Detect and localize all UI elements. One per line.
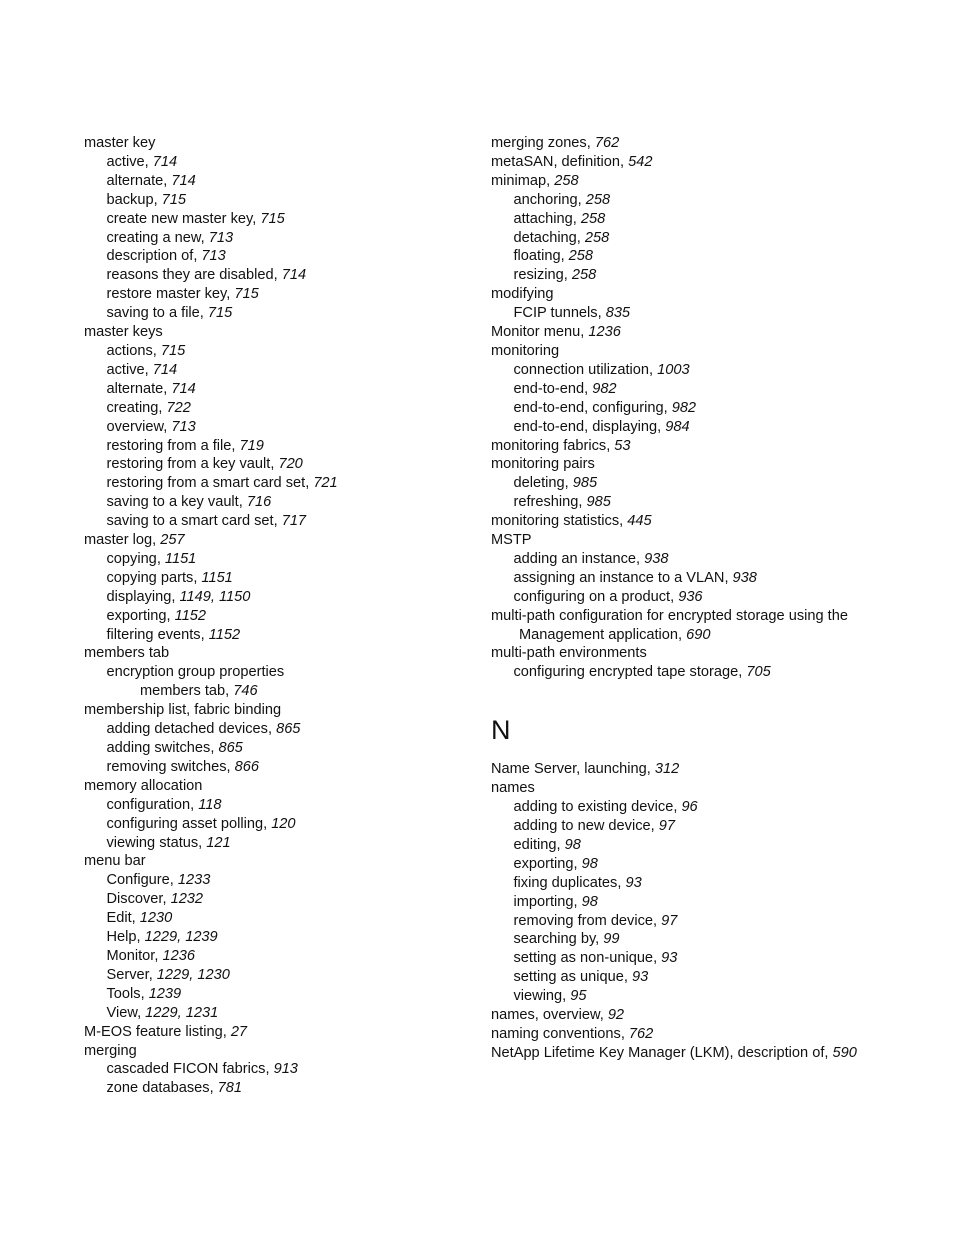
index-entry: Configure, 1233 bbox=[106, 872, 211, 889]
index-term: encryption group properties bbox=[106, 664, 285, 681]
index-term: adding detached devices bbox=[106, 721, 268, 738]
page-reference: 715 bbox=[160, 342, 186, 359]
page-reference: 865 bbox=[276, 721, 301, 738]
index-entry: connection utilization, 1003 bbox=[513, 361, 690, 378]
page-reference: 721 bbox=[313, 475, 338, 492]
index-term: FCIP tunnels bbox=[513, 305, 598, 322]
index-term: copying parts bbox=[106, 569, 194, 586]
index-term: Monitor menu bbox=[491, 324, 581, 341]
index-term: editing bbox=[513, 836, 557, 853]
index-entry: naming conventions, 762 bbox=[491, 1025, 654, 1042]
index-entry: Monitor menu, 1236 bbox=[491, 324, 621, 341]
index-entry: creating a new, 713 bbox=[106, 229, 234, 246]
index-entry: configuring on a product, 936 bbox=[513, 588, 703, 605]
index-entry: floating, 258 bbox=[513, 248, 594, 265]
index-entry: viewing, 95 bbox=[513, 988, 587, 1005]
page-reference: 713 bbox=[201, 248, 226, 265]
index-entry bbox=[491, 285, 931, 304]
index-term: M-EOS feature listing bbox=[84, 1023, 223, 1040]
page-reference: 1229, 1239 bbox=[144, 929, 218, 946]
index-term: restoring from a key vault bbox=[106, 456, 271, 473]
index-entry bbox=[491, 779, 931, 798]
index-term: reasons they are disabled bbox=[106, 267, 274, 284]
index-term: adding switches bbox=[106, 740, 211, 756]
page-reference: 97 bbox=[658, 818, 675, 834]
index-entry: View, 1229, 1231 bbox=[106, 1004, 219, 1021]
index-term: Name Server, launching bbox=[491, 761, 647, 778]
page-reference: 720 bbox=[278, 456, 303, 473]
index-term: View bbox=[106, 1004, 138, 1021]
index-entry: alternate, 714 bbox=[106, 172, 196, 189]
page-reference: 714 bbox=[152, 361, 178, 378]
index-entry: cascaded FICON fabrics, 913 bbox=[106, 1061, 298, 1078]
page-reference: 985 bbox=[586, 494, 611, 511]
page-reference: 982 bbox=[671, 399, 697, 416]
index-entry: viewing status, 121 bbox=[106, 834, 231, 851]
page-reference: 715 bbox=[207, 305, 233, 322]
index-term: Configure bbox=[106, 872, 170, 889]
index-term: overview bbox=[106, 418, 164, 435]
index-entry: anchoring, 258 bbox=[513, 191, 611, 208]
index-entry: adding detached devices, 865 bbox=[106, 721, 301, 738]
index-term: naming conventions bbox=[491, 1025, 621, 1042]
page-reference: 96 bbox=[681, 799, 698, 816]
index-term: exporting bbox=[513, 855, 574, 872]
page-reference: 781 bbox=[217, 1080, 243, 1097]
index-term: creating a new bbox=[106, 229, 201, 246]
index-entry bbox=[491, 342, 931, 361]
index-term: alternate bbox=[106, 172, 164, 189]
index-term: zone databases bbox=[106, 1080, 210, 1097]
page-reference: 93 bbox=[625, 874, 642, 891]
page-reference: 762 bbox=[628, 1025, 654, 1042]
index-entry: restore master key, 715 bbox=[106, 286, 259, 303]
index-entry: deleting, 985 bbox=[513, 475, 598, 492]
page-reference: 95 bbox=[570, 988, 587, 1005]
index-term: adding to existing device bbox=[513, 799, 674, 816]
index-term: Edit bbox=[106, 910, 132, 927]
index-term: adding to new device bbox=[513, 818, 651, 834]
page-reference: 1232 bbox=[170, 891, 204, 908]
index-entry: FCIP tunnels, 835 bbox=[513, 305, 631, 322]
index-column-left bbox=[84, 134, 474, 1098]
page-reference: 913 bbox=[273, 1061, 298, 1078]
index-term: saving to a smart card set bbox=[106, 513, 274, 530]
page-reference: 719 bbox=[239, 437, 264, 454]
index-entry: filtering events, 1152 bbox=[106, 626, 241, 643]
index-entry: Tools, 1239 bbox=[106, 985, 182, 1002]
index-entry: copying, 1151 bbox=[106, 550, 197, 567]
index-entry: exporting, 98 bbox=[513, 855, 598, 872]
index-entry: Monitor, 1236 bbox=[106, 947, 195, 964]
index-term: active bbox=[106, 361, 145, 378]
index-term: master keys bbox=[84, 324, 163, 341]
index-term: end-to-end, displaying bbox=[513, 418, 658, 435]
index-term: multi-path environments bbox=[491, 645, 647, 662]
index-term: master key bbox=[84, 135, 156, 151]
index-entry: members tab, 746 bbox=[140, 683, 258, 700]
page-reference: 118 bbox=[198, 796, 222, 813]
index-entry: restoring from a key vault, 720 bbox=[106, 456, 303, 473]
page-reference: 715 bbox=[161, 191, 187, 208]
index-term: attaching bbox=[513, 210, 573, 227]
index-list-n bbox=[491, 760, 931, 1063]
index-term: detaching bbox=[513, 229, 577, 246]
index-term: metaSAN, definition bbox=[491, 153, 620, 170]
page-reference: 258 bbox=[585, 191, 611, 208]
index-term: Tools bbox=[106, 985, 141, 1002]
index-entry: description of, 713 bbox=[106, 248, 226, 265]
index-column-right bbox=[491, 134, 931, 1063]
page-reference: 542 bbox=[628, 153, 653, 170]
index-term: members tab bbox=[84, 645, 170, 662]
page-reference: 938 bbox=[732, 569, 757, 586]
index-entry: removing from device, 97 bbox=[513, 912, 678, 929]
index-entry bbox=[84, 644, 474, 663]
index-entry: alternate, 714 bbox=[106, 380, 196, 397]
index-term: actions bbox=[106, 342, 153, 359]
index-term: saving to a key vault bbox=[106, 494, 239, 511]
page-reference: 866 bbox=[234, 758, 260, 775]
index-term: assigning an instance to a VLAN bbox=[513, 569, 725, 586]
index-term: floating bbox=[513, 248, 561, 265]
index-entry: Server, 1229, 1230 bbox=[106, 966, 230, 983]
page-reference: 1151 bbox=[201, 569, 233, 586]
page-reference: 1152 bbox=[174, 607, 207, 624]
page-reference: 445 bbox=[627, 513, 652, 530]
index-term: removing from device bbox=[513, 912, 654, 929]
page-reference: 714 bbox=[171, 380, 196, 397]
index-term: Monitor bbox=[106, 947, 155, 964]
index-term: menu bar bbox=[84, 853, 146, 870]
index-term: names bbox=[491, 780, 535, 797]
index-entry: Name Server, launching, 312 bbox=[491, 761, 680, 778]
index-entry bbox=[491, 455, 931, 474]
index-entry: saving to a smart card set, 717 bbox=[106, 513, 307, 530]
index-entry: setting as non-unique, 93 bbox=[513, 950, 678, 967]
index-entry: monitoring statistics, 445 bbox=[491, 513, 652, 530]
page-reference: 714 bbox=[152, 153, 178, 170]
index-term: membership list, fabric binding bbox=[84, 702, 282, 719]
page-reference: 98 bbox=[581, 893, 598, 910]
page-reference: 715 bbox=[234, 286, 259, 303]
index-entry: restoring from a file, 719 bbox=[106, 437, 264, 454]
page-reference: 717 bbox=[281, 513, 307, 530]
index-entry: copying parts, 1151 bbox=[106, 569, 233, 586]
index-term: removing switches bbox=[106, 758, 227, 775]
page-reference: 258 bbox=[584, 229, 610, 246]
page-reference: 93 bbox=[661, 950, 678, 967]
page-reference: 1236 bbox=[588, 324, 621, 341]
index-entry bbox=[491, 644, 931, 663]
index-term: multi-path configuration for encrypted storage using the Management application bbox=[491, 607, 848, 643]
index-term: description of bbox=[106, 248, 194, 265]
index-entry: Help, 1229, 1239 bbox=[106, 929, 218, 946]
index-term: NetApp Lifetime Key Manager (LKM), description of bbox=[491, 1044, 825, 1061]
page-reference: 27 bbox=[230, 1023, 248, 1040]
index-entry: reasons they are disabled, 714 bbox=[106, 267, 307, 284]
index-list-m bbox=[491, 134, 931, 682]
page-reference: 121 bbox=[206, 834, 231, 851]
index-entry: end-to-end, 982 bbox=[513, 380, 617, 397]
page-reference: 1151 bbox=[164, 550, 197, 567]
index-entry: editing, 98 bbox=[513, 836, 581, 853]
index-term: viewing status bbox=[106, 834, 199, 851]
page-reference: 762 bbox=[594, 135, 620, 151]
index-entry: fixing duplicates, 93 bbox=[513, 874, 642, 891]
index-term: members tab bbox=[140, 683, 226, 700]
index-entry bbox=[84, 701, 474, 720]
page-reference: 1229, 1231 bbox=[145, 1004, 219, 1021]
index-entry: metaSAN, definition, 542 bbox=[491, 153, 653, 170]
index-term: viewing bbox=[513, 988, 563, 1005]
page-reference: 1229, 1230 bbox=[156, 966, 230, 983]
index-term: restoring from a smart card set bbox=[106, 475, 306, 492]
index-term: Discover bbox=[106, 891, 163, 908]
index-entry bbox=[491, 531, 931, 550]
index-entry: displaying, 1149, 1150 bbox=[106, 588, 251, 605]
index-entry: resizing, 258 bbox=[513, 267, 597, 284]
page-reference: 258 bbox=[568, 248, 594, 265]
index-entry: configuring encrypted tape storage, 705 bbox=[513, 664, 771, 681]
index-term: monitoring bbox=[491, 342, 560, 359]
index-term: monitoring pairs bbox=[491, 456, 595, 473]
page-reference: 984 bbox=[665, 418, 690, 435]
index-entry: detaching, 258 bbox=[513, 229, 610, 246]
index-term: saving to a file bbox=[106, 305, 200, 322]
page-reference: 722 bbox=[166, 399, 191, 416]
index-term: copying bbox=[106, 550, 157, 567]
index-entry: end-to-end, configuring, 982 bbox=[513, 399, 697, 416]
index-entry bbox=[84, 323, 474, 342]
index-entry: searching by, 99 bbox=[513, 931, 620, 948]
index-term: backup bbox=[106, 191, 154, 208]
index-entry: Discover, 1232 bbox=[106, 891, 204, 908]
page-reference: 98 bbox=[564, 836, 581, 853]
page-reference: 1003 bbox=[657, 361, 690, 378]
page-reference: 982 bbox=[592, 380, 617, 397]
index-entry bbox=[84, 1042, 474, 1061]
index-term: merging zones bbox=[491, 135, 587, 151]
index-term: searching by bbox=[513, 931, 596, 948]
index-term: names, overview bbox=[491, 1007, 600, 1024]
page-reference: 1152 bbox=[208, 626, 241, 643]
page-reference: 98 bbox=[581, 855, 598, 872]
index-entry: restoring from a smart card set, 721 bbox=[106, 475, 338, 492]
index-entry: active, 714 bbox=[106, 361, 178, 378]
index-term: monitoring statistics bbox=[491, 513, 620, 530]
index-term: cascaded FICON fabrics bbox=[106, 1061, 266, 1078]
index-entry: adding to new device, 97 bbox=[513, 818, 675, 834]
page-reference: 258 bbox=[554, 172, 579, 189]
index-term: displaying bbox=[106, 588, 172, 605]
index-entry: adding switches, 865 bbox=[106, 740, 243, 756]
section-letter-heading: N bbox=[491, 715, 511, 746]
index-term: end-to-end, configuring bbox=[513, 399, 664, 416]
page-reference: 714 bbox=[281, 267, 307, 284]
index-entry: names, overview, 92 bbox=[491, 1007, 625, 1024]
index-term: modifying bbox=[491, 286, 554, 303]
index-term: connection utilization bbox=[513, 361, 649, 378]
index-term: restoring from a file bbox=[106, 437, 232, 454]
page-reference: 715 bbox=[260, 210, 285, 227]
index-term: importing bbox=[513, 893, 574, 910]
page-reference: 690 bbox=[686, 626, 711, 643]
index-term: memory allocation bbox=[84, 777, 203, 794]
index-term: fixing duplicates bbox=[513, 874, 618, 891]
index-term: monitoring fabrics bbox=[491, 437, 607, 454]
index-entry: overview, 713 bbox=[106, 418, 196, 435]
index-term: active bbox=[106, 153, 145, 170]
index-entry: refreshing, 985 bbox=[513, 494, 611, 511]
page-reference: 590 bbox=[832, 1044, 857, 1061]
index-term: configuring asset polling bbox=[106, 815, 264, 832]
page-reference: 936 bbox=[678, 588, 703, 605]
page-reference: 1230 bbox=[139, 910, 173, 927]
index-entry: adding an instance, 938 bbox=[513, 550, 669, 567]
index-entry: merging zones, 762 bbox=[491, 135, 620, 151]
page-reference: 1149, 1150 bbox=[179, 588, 251, 605]
index-term: resizing bbox=[513, 267, 564, 284]
index-entry: assigning an instance to a VLAN, 938 bbox=[513, 569, 757, 586]
index-entry: zone databases, 781 bbox=[106, 1080, 243, 1097]
index-entry: adding to existing device, 96 bbox=[513, 799, 698, 816]
index-term: filtering events bbox=[106, 626, 201, 643]
index-term: merging bbox=[84, 1042, 137, 1059]
page-reference: 258 bbox=[571, 267, 597, 284]
page-reference: 53 bbox=[614, 437, 631, 454]
page-reference: 985 bbox=[572, 475, 598, 492]
index-entry: setting as unique, 93 bbox=[513, 969, 649, 986]
page-reference: 865 bbox=[218, 740, 243, 756]
index-term: configuring on a product bbox=[513, 588, 671, 605]
page-reference: 1239 bbox=[148, 985, 182, 1002]
index-entry bbox=[84, 134, 474, 153]
page-reference: 99 bbox=[603, 931, 620, 948]
index-entry: removing switches, 866 bbox=[106, 758, 260, 775]
page-reference: 705 bbox=[746, 664, 771, 681]
index-entry: multi-path configuration for encrypted storage using the Management application, 690 bbox=[491, 607, 848, 643]
index-entry: monitoring fabrics, 53 bbox=[491, 437, 631, 454]
index-entry: minimap, 258 bbox=[491, 172, 579, 189]
page-reference: 713 bbox=[171, 418, 196, 435]
index-term: configuration bbox=[106, 796, 191, 813]
index-term: adding an instance bbox=[513, 550, 637, 567]
index-entry: actions, 715 bbox=[106, 342, 186, 359]
index-entry bbox=[84, 663, 474, 682]
page-reference: 1236 bbox=[162, 947, 195, 964]
index-term: deleting bbox=[513, 475, 565, 492]
index-term: alternate bbox=[106, 380, 164, 397]
page-reference: 716 bbox=[246, 494, 272, 511]
index-entry: active, 714 bbox=[106, 153, 178, 170]
index-term: setting as non-unique bbox=[513, 950, 654, 967]
index-term: refreshing bbox=[513, 494, 579, 511]
index-entry: end-to-end, displaying, 984 bbox=[513, 418, 690, 435]
index-term: anchoring bbox=[513, 191, 578, 208]
index-term: MSTP bbox=[491, 532, 532, 549]
index-term: end-to-end bbox=[513, 380, 585, 397]
page-reference: 258 bbox=[580, 210, 606, 227]
index-entry: saving to a file, 715 bbox=[106, 305, 233, 322]
page-reference: 713 bbox=[208, 229, 234, 246]
index-entry: NetApp Lifetime Key Manager (LKM), description of, 590 bbox=[491, 1044, 857, 1061]
index-entry: master log, 257 bbox=[84, 532, 185, 549]
index-term: configuring encrypted tape storage bbox=[513, 664, 739, 681]
index-term: Help bbox=[106, 929, 137, 946]
page-reference: 257 bbox=[160, 532, 185, 549]
index-entry: create new master key, 715 bbox=[106, 210, 285, 227]
page-reference: 92 bbox=[607, 1007, 625, 1024]
index-entry: configuration, 118 bbox=[106, 796, 222, 813]
index-entry: importing, 98 bbox=[513, 893, 598, 910]
page-reference: 938 bbox=[644, 550, 669, 567]
index-entry: Edit, 1230 bbox=[106, 910, 173, 927]
index-entry: M-EOS feature listing, 27 bbox=[84, 1023, 248, 1040]
index-term: minimap bbox=[491, 172, 547, 189]
index-entry bbox=[84, 852, 474, 871]
page-reference: 1233 bbox=[177, 872, 211, 889]
page-reference: 714 bbox=[171, 172, 196, 189]
index-term: setting as unique bbox=[513, 969, 624, 986]
index-entry bbox=[84, 777, 474, 796]
index-entry: backup, 715 bbox=[106, 191, 187, 208]
page-reference: 746 bbox=[233, 683, 258, 700]
index-entry: exporting, 1152 bbox=[106, 607, 207, 624]
index-term: create new master key bbox=[106, 210, 253, 227]
index-entry: saving to a key vault, 716 bbox=[106, 494, 272, 511]
index-term: creating bbox=[106, 399, 159, 416]
index-term: exporting bbox=[106, 607, 167, 624]
page-reference: 312 bbox=[654, 761, 680, 778]
index-term: Server bbox=[106, 966, 149, 983]
page-reference: 93 bbox=[631, 969, 649, 986]
index-entry: configuring asset polling, 120 bbox=[106, 815, 296, 832]
page-reference: 120 bbox=[271, 815, 296, 832]
page-reference: 835 bbox=[605, 305, 631, 322]
index-term: restore master key bbox=[106, 286, 227, 303]
index-entry: creating, 722 bbox=[106, 399, 191, 416]
page-reference: 97 bbox=[661, 912, 678, 929]
index-entry: attaching, 258 bbox=[513, 210, 606, 227]
index-term: master log bbox=[84, 532, 153, 549]
